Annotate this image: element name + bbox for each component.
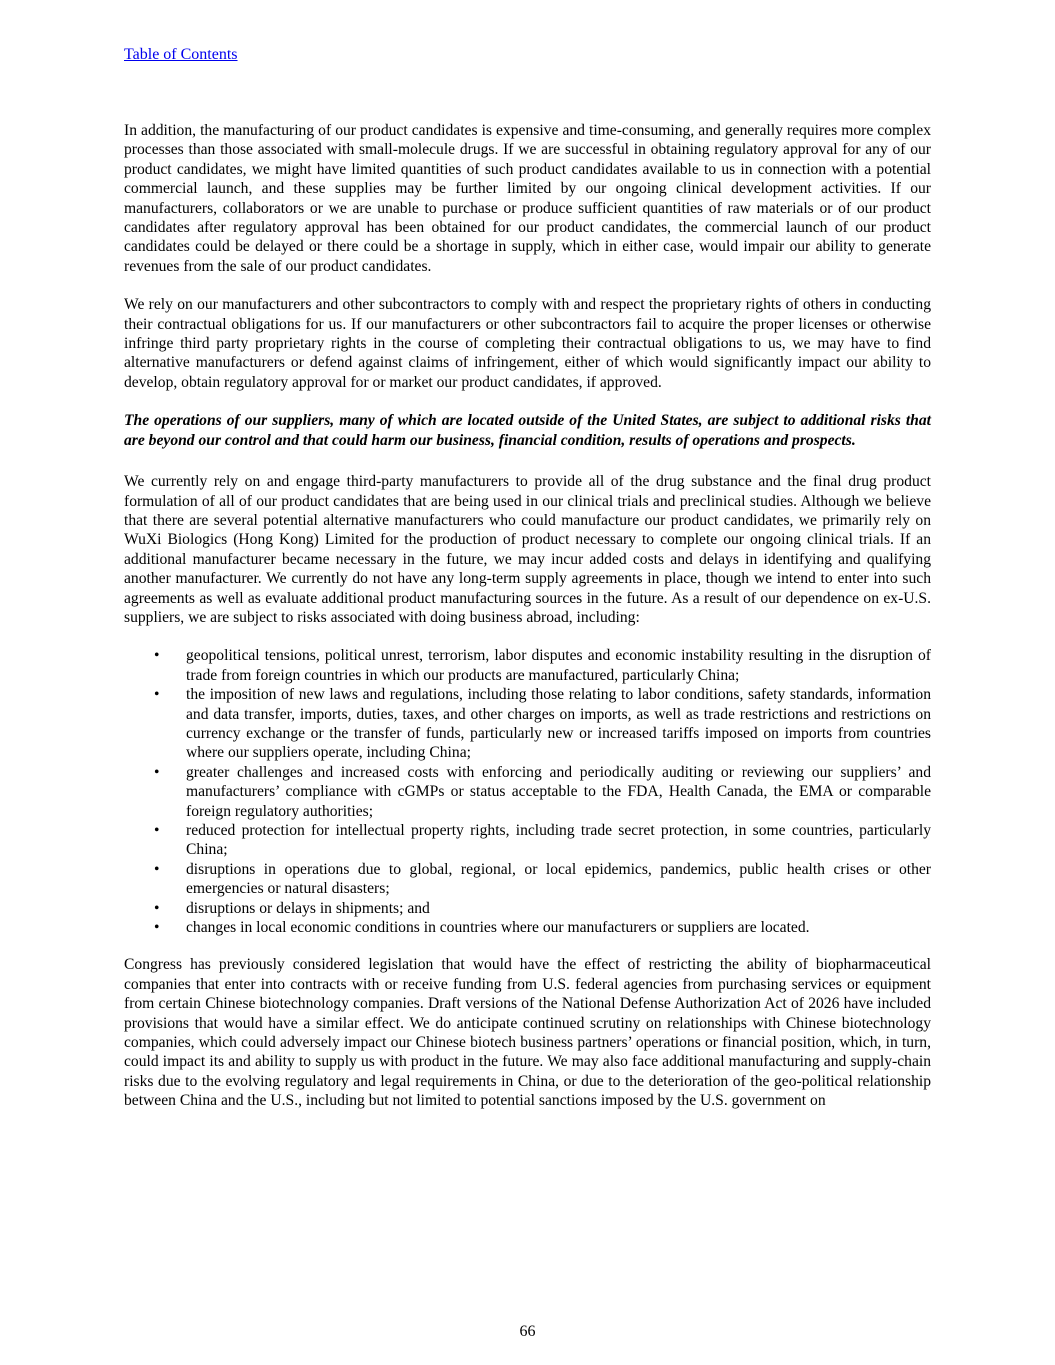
paragraph-proprietary-rights: We rely on our manufacturers and other subcontractors to comply with and respect the proprietary rights of others in conducting their contractual obligations for us. If our manufacturers or other subcontractors fail to acquire the proper licenses or otherwise infringe third party proprietary rights in the course of completing their contractual obligations to us, we may have to find alternative manufacturers or defend against claims of infringement, either of which would significantly impact our ability to develop, obtain regulatory approval for or market our product candidates, if approved. — [124, 296, 931, 391]
page-number: 66 — [519, 1323, 536, 1340]
risk-bullet-list — [124, 646, 931, 937]
section-heading-supplier-risks: The operations of our suppliers, many of which are located outside of the United States, are subject to additional risks that are beyond our control and that could harm our business, financial condition, results of operations and prospects. — [124, 412, 931, 449]
list-item-text: changes in local economic conditions in countries where our manufacturers or suppliers are located. — [186, 919, 810, 937]
bullet-icon: • — [154, 763, 160, 781]
list-item — [124, 763, 931, 821]
list-item — [124, 860, 931, 899]
bullet-icon: • — [154, 686, 160, 704]
list-item — [124, 821, 931, 860]
paragraph-congress-legislation: Congress has previously considered legislation that would have the effect of restricting the ability of biopharmaceutical companies that enter into contracts with or receive funding from U.S. federal agencies from purchasing services or equipment from certain Chinese biotechnology companies. Draft versions of the National Defense Authorization Act of 2026 have included provisions that would have a similar effect. We do anticipate continued scrutiny on relationships with Chinese biotechnology companies, which could adversely impact our Chinese biotech business partners’ operations or financial position, which, in turn, could impact its and ability to supply us with product in the future. We may also face additional manufacturing and supply-chain risks due to the evolving regulatory and legal requirements in China, or due to the deterioration of the geo-political relationship between China and the U.S., including but not limited to potential sanctions imposed by the U.S. government on — [124, 956, 931, 1110]
list-item-text: the imposition of new laws and regulations, including those relating to labor conditions, safety standards, information and data transfer, imports, duties, taxes, and other charges on imports, as well as trade restrictions and restrictions on currency exchange or the transfer of funds, particularly new or increased tariffs imposed on imports from countries where our suppliers operate, including China; — [186, 686, 931, 762]
bullet-icon: • — [154, 822, 160, 839]
list-item — [124, 918, 931, 937]
paragraph-third-party-manufacturers: We currently rely on and engage third-party manufacturers to provide all of the drug substance and the final drug product formulation of all of our product candidates that are being used in our clinical trials and preclinical studies. Although we believe that there are several potential alternative manufacturers who could manufacture our product candidates, we primarily rely on WuXi Biologics (Hong Kong) Limited for the production of product necessary to complete our ongoing clinical trials. If an additional manufacturer became necessary in the future, we may incur added costs and delays in identifying and qualifying another manufacturer. We currently do not have any long-term supply agreements in place, though we intend to enter into such agreements as well as evaluate additional product manufacturing sources in the future. As a result of our dependence on ex-U.S. suppliers, we are subject to risks associated with doing business abroad, including: — [124, 473, 931, 626]
bullet-icon: • — [154, 919, 160, 937]
table-of-contents-link[interactable]: Table of Contents — [124, 46, 238, 63]
paragraph-manufacturing-cost: In addition, the manufacturing of our product candidates is expensive and time-consuming, and generally requires more complex processes than those associated with small-molecule drugs. If we are successful in obtaining regulatory approval for any of our product candidates, we might have limited quantities of such product candidates available to us in connection with a potential commercial launch, and these supplies may be further limited by our ongoing clinical development activities. If our manufacturers, collaborators or we are unable to purchase or produce sufficient quantities of raw materials or of our product candidates after regulatory approval has been obtained for our product candidates, the commercial launch of our product candidates could be delayed or there could be a shortage in supply, which in either case, would impair our ability to generate revenues from the sale of our product candidates. — [124, 122, 931, 275]
list-item-text: disruptions or delays in shipments; and — [186, 899, 430, 917]
list-item-text: greater challenges and increased costs with enforcing and periodically auditing or reviewing our suppliers’ and manufacturers’ compliance with cGMPs or status acceptable to the FDA, Health Canada, the EMA or comparable foreign regulatory authorities; — [186, 763, 931, 820]
list-item-text: reduced protection for intellectual property rights, including trade secret protection, in some countries, particularly China; — [186, 822, 931, 859]
list-item — [124, 646, 931, 685]
list-item — [124, 899, 931, 918]
bullet-icon: • — [154, 899, 160, 917]
bullet-icon: • — [154, 647, 160, 665]
bullet-icon: • — [154, 860, 160, 878]
list-item-text: geopolitical tensions, political unrest, terrorism, labor disputes and economic instability resulting in the disruption of trade from foreign countries in which our products are manufactured, particularly China; — [186, 647, 931, 684]
list-item — [124, 685, 931, 763]
document-body — [124, 121, 931, 1130]
list-item-text: disruptions in operations due to global, regional, or local epidemics, pandemics, public health crises or other emergencies or natural disasters; — [186, 860, 931, 898]
